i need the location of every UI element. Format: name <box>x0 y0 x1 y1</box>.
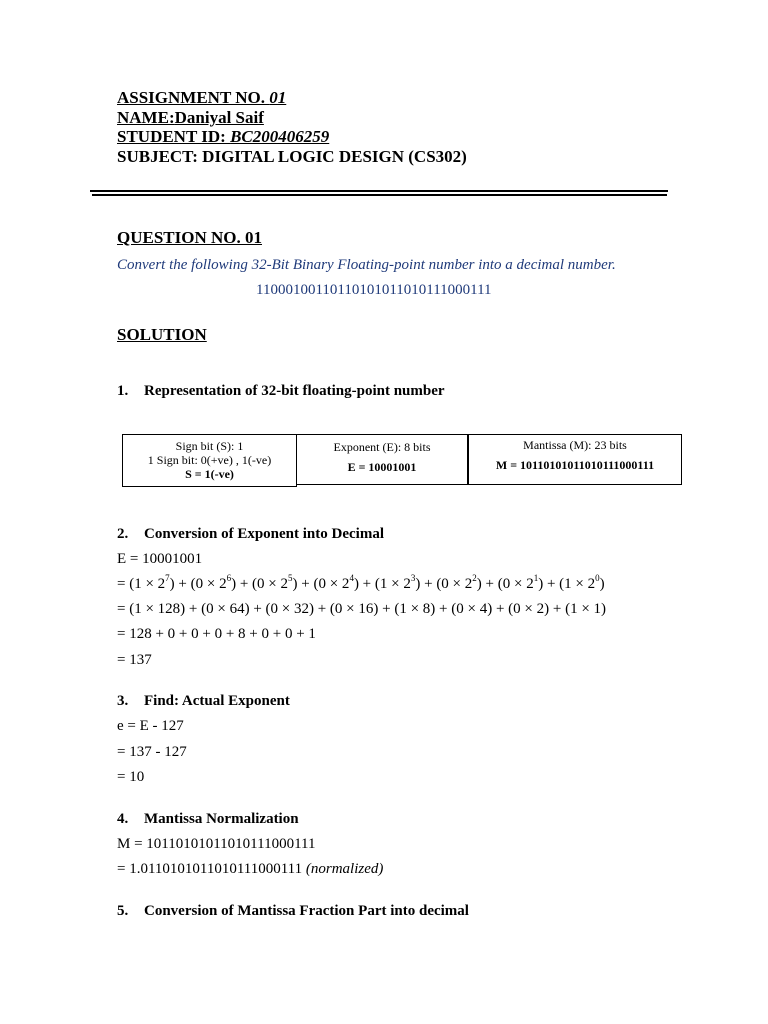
section-4-heading <box>117 811 299 828</box>
assignment-label: ASSIGNMENT NO. <box>117 88 270 107</box>
header-divider-top <box>90 190 668 192</box>
section-number: 2. <box>117 526 129 542</box>
solution-title: SOLUTION <box>117 325 207 344</box>
term-suffix: ) + (0 × 2 <box>169 576 227 592</box>
term-exponent: 2 <box>472 573 477 583</box>
term-suffix: ) + (1 × 2 <box>353 576 411 592</box>
section-title: Conversion of Mantissa Fraction Part into decimal <box>144 903 469 919</box>
exponent-sum-line: = 128 + 0 + 0 + 0 + 8 + 0 + 0 + 1 <box>117 626 316 642</box>
header-divider-bottom <box>92 194 667 196</box>
question-title: QUESTION NO. 01 <box>117 228 262 247</box>
actual-exponent-substitution: = 137 - 127 <box>117 744 187 760</box>
section-5-heading <box>117 903 469 920</box>
exponent-powers-line <box>117 573 605 593</box>
section-number: 4. <box>117 811 129 827</box>
student-id-value: BC200406259 <box>230 127 330 146</box>
term-exponent: 4 <box>349 573 354 583</box>
term-exponent: 0 <box>595 573 600 583</box>
mantissa-normalized-line <box>117 861 383 878</box>
term-suffix: ) + (0 × 2 <box>476 576 534 592</box>
section-3-heading <box>117 693 290 710</box>
actual-exponent-formula: e = E - 127 <box>117 718 184 734</box>
name-label: NAME: <box>117 108 175 127</box>
sign-box-line1: Sign bit (S): 1 <box>175 439 244 453</box>
sign-box-value: S = 1(-ve) <box>185 467 234 481</box>
name-value: Daniyal Saif <box>174 108 264 127</box>
mantissa-raw-line: M = 10110101011010111000111 <box>117 836 316 852</box>
section-1-heading <box>117 383 445 400</box>
exponent-result-line: = 137 <box>117 652 152 668</box>
term-exponent: 7 <box>165 573 170 583</box>
section-number: 5. <box>117 903 129 919</box>
term-prefix: = (1 × 2 <box>117 576 166 592</box>
question-description: Convert the following 32-Bit Binary Floating-point number into a decimal number. <box>117 257 616 273</box>
exponent-binary-line: E = 10001001 <box>117 551 203 567</box>
sign-bit-box <box>122 434 297 487</box>
term-suffix: ) + (1 × 2 <box>538 576 596 592</box>
exponent-values-line: = (1 × 128) + (0 × 64) + (0 × 32) + (0 × 16) + (1 × 8) + (0 × 4) + (0 × 2) + (1 × 1) <box>117 601 607 617</box>
question-binary: 11000100110110101011010111000111 <box>256 282 492 298</box>
sign-box-line2: 1 Sign bit: 0(+ve) , 1(-ve) <box>147 453 272 467</box>
mantissa-box-line1: Mantissa (M): 23 bits <box>523 438 627 452</box>
section-number: 1. <box>117 383 129 399</box>
assignment-line <box>117 88 286 107</box>
term-suffix: ) <box>599 576 605 592</box>
section-2-heading <box>117 526 384 543</box>
normalized-note: (normalized) <box>305 861 384 877</box>
exponent-box-line1: Exponent (E): 8 bits <box>333 440 431 454</box>
term-exponent: 3 <box>410 573 416 583</box>
term-suffix: ) + (0 × 2 <box>415 576 473 592</box>
exponent-box <box>296 434 468 485</box>
actual-exponent-result: = 10 <box>117 769 145 785</box>
term-exponent: 1 <box>533 573 539 583</box>
term-suffix: ) + (0 × 2 <box>292 576 350 592</box>
mantissa-box <box>468 434 682 485</box>
mantissa-box-value: M = 10110101011010111000111 <box>495 458 655 472</box>
student-id-line <box>117 127 329 146</box>
mantissa-normalized-value: = 1.01101010110101110001​11 <box>117 861 306 877</box>
subject-line: SUBJECT: DIGITAL LOGIC DESIGN (CS302) <box>117 147 467 166</box>
section-title: Conversion of Exponent into Decimal <box>144 526 384 542</box>
section-number: 3. <box>117 693 129 709</box>
term-exponent: 5 <box>288 573 293 583</box>
exponent-box-value: E = 10001001 <box>347 460 417 474</box>
term-exponent: 6 <box>226 573 232 583</box>
assignment-number: 01 <box>269 88 287 107</box>
section-title: Representation of 32-bit floating-point number <box>144 383 445 399</box>
student-id-label: STUDENT ID: <box>117 127 231 146</box>
section-title: Mantissa Normalization <box>144 811 299 827</box>
section-title: Find: Actual Exponent <box>144 693 290 709</box>
name-line <box>117 108 264 127</box>
term-suffix: ) + (0 × 2 <box>231 576 289 592</box>
